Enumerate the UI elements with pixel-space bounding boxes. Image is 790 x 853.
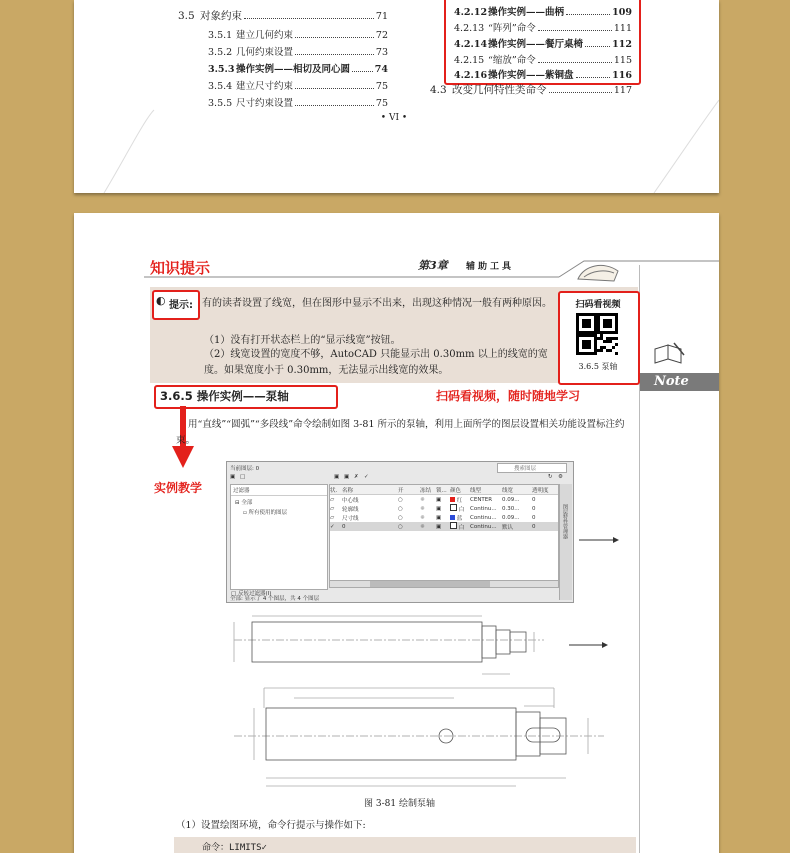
layer-search-input[interactable] (497, 463, 567, 473)
lightbulb-icon[interactable]: ○ (398, 496, 403, 503)
layer-row[interactable]: ▱ 尺寸线 ○ ☼ ▣ 蓝 Continu... 0.09... 0 (330, 514, 536, 522)
filter-tree-panel (230, 484, 328, 590)
section-heading: 3.6.5 操作实例——泵轴 (160, 389, 289, 403)
sun-icon[interactable]: ☼ (420, 496, 425, 503)
toc-page (74, 0, 719, 193)
toc-entry[interactable]: 3.5.3 操作实例——相切及同心圆 74 (208, 64, 388, 75)
new-filter-icon[interactable]: ▣ (230, 474, 236, 480)
command-text: 命令：LIMITS✓ (202, 843, 267, 853)
col-header[interactable]: 冻结 (420, 487, 432, 494)
sun-icon[interactable]: ☼ (420, 514, 425, 521)
scrollbar-thumb[interactable] (370, 581, 490, 587)
lock-icon[interactable]: ▣ (436, 505, 442, 512)
col-header[interactable]: 锁... (436, 487, 447, 494)
layer-grid (329, 484, 559, 582)
toc-entry[interactable]: 3.5.2 几何约束设置 73 (208, 47, 388, 58)
book-pen-icon (652, 341, 686, 367)
layer-row[interactable]: ▱ 轮廓线 ○ ☼ ▣ 白 Continu... 0.30... 0 (330, 505, 536, 513)
tip-item: （2）线宽设置的宽度不够，AutoCAD 只能显示出 0.30mm 以上的线宽的宽度。如果宽度小于 0.30mm，无法显示出线宽的效果。 (204, 349, 548, 376)
tip-item: （1）没有打开状态栏上的“显示线宽”按钮。 (204, 335, 401, 346)
dialog-toolbar (230, 474, 570, 484)
col-header[interactable]: 开 (398, 487, 404, 494)
layer-status-icon: ▱ (330, 505, 335, 512)
toc-entry[interactable]: 3.5.1 建立几何约束 72 (208, 30, 388, 41)
col-header[interactable]: 线宽 (502, 487, 514, 494)
scan-promo: 扫码看视频，随时随地学习 (436, 389, 581, 403)
note-label: Note (654, 374, 689, 389)
dialog-side-strip (559, 484, 572, 600)
layer-row[interactable]: ✓ 0 ○ ☼ ▣ 白 Continu... 默认 0 (330, 522, 558, 531)
lock-icon[interactable]: ▣ (436, 523, 442, 530)
layer-search-placeholder: 搜索图层 (514, 466, 537, 472)
filters-header: 过滤器 (231, 485, 327, 496)
filter-states-icon[interactable]: □ (240, 474, 246, 480)
toc-entry[interactable]: 4.3 改变几何特性类命令 117 (430, 84, 632, 96)
settings-icon[interactable]: ⚙ (558, 474, 563, 480)
chapter-title: 辅助工具 (466, 262, 515, 272)
section-banner: 知识提示 (150, 259, 211, 277)
layer-properties-dialog (226, 461, 574, 603)
layer-status-icon: ▱ (330, 496, 335, 503)
col-header[interactable]: 颜色 (450, 487, 462, 494)
toc-entry[interactable]: 4.2.16 操作实例——紫铜盘 116 (454, 70, 632, 81)
col-header[interactable]: 线型 (470, 487, 482, 494)
dialog-status-bar: 全部: 显示了 4 个图层，共 4 个图层 (230, 596, 320, 602)
col-header[interactable]: 名称 (342, 487, 354, 494)
col-header[interactable]: 透明度 (532, 487, 549, 494)
qr-title: 扫码看视频 (575, 300, 621, 310)
lock-icon[interactable]: ▣ (436, 496, 442, 503)
book-page (74, 213, 719, 853)
toc-entry[interactable]: 4.2.14 操作实例——餐厅桌椅 112 (454, 39, 632, 50)
lightbulb-icon[interactable]: ○ (398, 523, 403, 530)
lock-icon[interactable]: ▣ (436, 514, 442, 521)
new-layer-frozen-icon[interactable]: ▣ (344, 474, 350, 480)
toc-entry[interactable]: 4.2.15 “缩放”命令 115 (454, 55, 632, 66)
toc-entry[interactable]: 3.5.5 尺寸约束设置 75 (208, 98, 388, 109)
page-decoration (74, 0, 719, 193)
col-header[interactable]: 状. (330, 487, 338, 494)
toc-entry[interactable]: 4.2.12 操作实例——曲柄 109 (454, 7, 632, 18)
figure-caption: 图 3-81 绘制泵轴 (364, 799, 435, 809)
new-layer-icon[interactable]: ▣ (334, 474, 340, 480)
sun-icon[interactable]: ☼ (420, 505, 425, 512)
layer-grid-header (330, 485, 558, 495)
toc-entry[interactable]: 3.5 对象约束 71 (178, 10, 388, 22)
invert-filter-checkbox[interactable]: □ 反转过滤器(I) (231, 591, 272, 597)
filter-item-all[interactable]: ⊟ 全部 (235, 500, 253, 506)
body-text: 用“直线”“圆弧”“多段线”命令绘制如图 3-81 所示的泵轴，利用上面所学的图层设置相关功能设置标注约束。 (176, 419, 625, 446)
chapter-label: 第3章 (418, 259, 448, 272)
horizontal-scrollbar[interactable] (329, 580, 559, 588)
lightbulb-icon[interactable]: ○ (398, 505, 403, 512)
tip-text: 有的读者设置了线宽，但在图形中显示不出来，出现这种情况一般有两种原因。 (202, 298, 552, 309)
delete-layer-icon[interactable]: ✗ (354, 474, 359, 480)
lightbulb-icon: ◐ (156, 294, 166, 307)
tip-label: 提示: (169, 300, 193, 311)
layer-status-icon: ▱ (330, 514, 335, 521)
qr-caption: 3.6.5 泵轴 (578, 362, 618, 371)
page-number: • VI • (380, 113, 408, 123)
set-current-icon[interactable]: ✓ (364, 474, 369, 480)
checkbox-icon: □ (231, 591, 237, 597)
current-layer-check-icon: ✓ (330, 523, 335, 530)
decor-illustration-icon (574, 257, 622, 287)
right-arrow-icon (579, 535, 619, 545)
lightbulb-icon[interactable]: ○ (398, 514, 403, 521)
example-label: 实例教学 (154, 481, 203, 495)
layer-row[interactable]: ▱ 中心线 ○ ☼ ▣ 红 CENTER 0.09... 0 (330, 496, 536, 504)
filter-item-used[interactable]: ▫ 所有使用的图层 (243, 510, 287, 516)
toc-entry[interactable]: 4.2.13 “阵列”命令 111 (454, 23, 632, 34)
pump-shaft-drawing (224, 608, 644, 813)
sun-icon[interactable]: ☼ (420, 523, 425, 530)
step-text: （1）设置绘图环境，命令行提示与操作如下: (176, 820, 366, 831)
qr-code-icon[interactable] (576, 313, 618, 355)
toc-entry[interactable]: 3.5.4 建立尺寸约束 75 (208, 81, 388, 92)
refresh-icon[interactable]: ↻ (548, 474, 553, 480)
current-layer-label: 当前图层: 0 (230, 466, 260, 472)
dialog-side-label: 图层特性管理器 (562, 504, 568, 539)
